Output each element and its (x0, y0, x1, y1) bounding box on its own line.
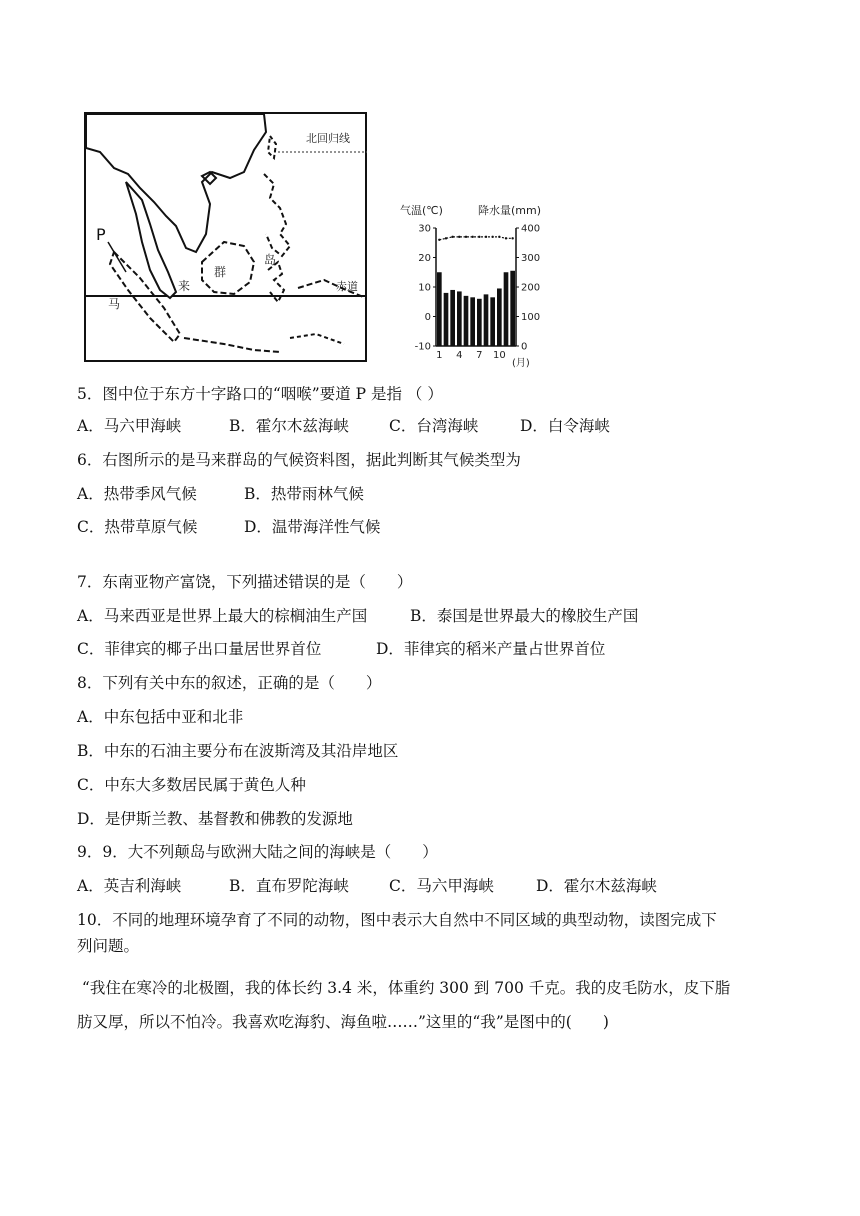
y-left-tick-label: 30 (418, 223, 431, 235)
y-right-tick-label: 400 (521, 223, 541, 235)
q7-option-a: A．马来西亚是世界上最大的棕榈油生产国 (77, 607, 368, 625)
y-right-label: 降水量(mm) (478, 204, 542, 217)
q9-option-d: D．霍尔木兹海峡 (536, 877, 657, 895)
precipitation-bar (444, 293, 449, 346)
temperature-point (458, 236, 460, 238)
equator-label: 赤道 (336, 280, 358, 293)
q8-option-a: A．中东包括中亚和北非 (77, 708, 244, 726)
precipitation-bar (437, 272, 442, 346)
question-10-quote-line-2: 肪又厚，所以不怕冷。我喜欢吃海豹、海鱼啦……”这里的“我”是图中的( ) (77, 1013, 609, 1031)
q6-option-b: B．热带雨林气候 (244, 485, 364, 503)
temperature-line (439, 237, 512, 240)
q6-option-c: C．热带草原气候 (77, 518, 198, 536)
question-6-stem: 6．右图所示的是马来群岛的气候资料图，据此判断其气候类型为 (77, 451, 521, 469)
q5-option-c: C．台湾海峡 (389, 417, 479, 435)
precipitation-bar (457, 291, 462, 346)
precipitation-bar (470, 297, 475, 346)
precipitation-bar (484, 294, 489, 346)
question-10-quote-line-1: “我住在寒冷的北极圈，我的体长约 3.4 米，体重约 300 到 700 千克。我的皮毛防水，皮下脂 (77, 979, 731, 997)
precipitation-bar (450, 290, 455, 346)
temperature-point (505, 237, 507, 239)
southeast-asia-map (84, 112, 367, 362)
map-label-qun: 群 (214, 265, 227, 279)
y-right-tick-label: 300 (521, 253, 541, 264)
precipitation-bar (477, 299, 482, 346)
x-tick-label: 7 (476, 350, 483, 361)
q6-option-a: A．热带季风气候 (77, 485, 197, 503)
question-9-stem: 9．9．大不列颠岛与欧洲大陆之间的海峡是（ ） (77, 843, 438, 861)
temperature-point (478, 236, 480, 238)
y-right-tick-label: 100 (521, 312, 541, 323)
question-10-stem-line-2: 列问题。 (77, 937, 140, 955)
chart-plot-area (415, 224, 540, 362)
x-tick-label: 1 (436, 350, 443, 361)
temperature-point (498, 236, 500, 238)
precipitation-bar (510, 271, 515, 346)
question-5-stem: 5．图中位于东方十字路口的“咽喉”要道 P 是指 （ ） (77, 385, 443, 403)
q9-option-b: B．直布罗陀海峡 (229, 877, 349, 895)
y-right-tick-label: 200 (521, 282, 541, 294)
q7-option-d: D．菲律宾的稻米产量占世界首位 (376, 640, 606, 658)
map-label-dao: 岛 (264, 253, 277, 267)
y-left-label: 气温(℃) (400, 204, 443, 217)
temperature-point (451, 236, 453, 238)
temperature-point (485, 236, 487, 238)
q5-option-a: A．马六甲海峡 (77, 417, 182, 435)
q9-option-c: C．马六甲海峡 (389, 877, 494, 895)
temperature-point (471, 236, 473, 238)
q6-option-d: D．温带海洋性气候 (244, 518, 381, 536)
q7-option-c: C．菲律宾的椰子出口量居世界首位 (77, 640, 322, 658)
q9-option-a: A．英吉利海峡 (77, 877, 182, 895)
y-right-tick-label: 0 (521, 341, 528, 353)
q8-option-d: D．是伊斯兰教、基督教和佛教的发源地 (77, 810, 353, 828)
question-10-stem-line-1: 10．不同的地理环境孕育了不同的动物，图中表示大自然中不同区域的典型动物，读图完成下 (77, 911, 717, 929)
temperature-point (445, 237, 447, 239)
y-left-tick-label: 10 (418, 282, 431, 294)
x-tick-label: 10 (492, 350, 506, 361)
x-unit-label: (月) (512, 358, 530, 369)
question-8-stem: 8．下列有关中东的叙述，正确的是（ ） (77, 674, 382, 692)
precipitation-bar (490, 297, 495, 346)
x-tick-label: 4 (456, 350, 463, 361)
precipitation-bar (497, 288, 502, 346)
y-left-tick-label: 0 (424, 312, 431, 323)
q5-option-d: D．白令海峡 (520, 417, 610, 435)
temperature-point (491, 236, 493, 238)
map-label-lai: 来 (178, 279, 191, 293)
temperature-point (465, 236, 467, 238)
y-left-tick-label: -10 (414, 341, 431, 353)
question-7-stem: 7．东南亚物产富饶，下列描述错误的是（ ） (77, 573, 413, 591)
climate-chart (400, 198, 542, 369)
precipitation-bar (464, 296, 469, 346)
temperature-point (438, 239, 440, 241)
tropic-label: 北回归线 (306, 132, 350, 145)
q7-option-b: B．泰国是世界最大的橡胶生产国 (410, 607, 639, 625)
strait-p-label: P (96, 225, 106, 244)
q5-option-b: B．霍尔木兹海峡 (229, 417, 349, 435)
q8-option-b: B．中东的石油主要分布在波斯湾及其沿岸地区 (77, 742, 399, 760)
q8-option-c: C．中东大多数居民属于黄色人种 (77, 776, 306, 794)
y-left-tick-label: 20 (418, 253, 431, 264)
map-label-ma: 马 (108, 297, 121, 311)
temperature-point (511, 237, 513, 239)
precipitation-bar (504, 272, 509, 346)
